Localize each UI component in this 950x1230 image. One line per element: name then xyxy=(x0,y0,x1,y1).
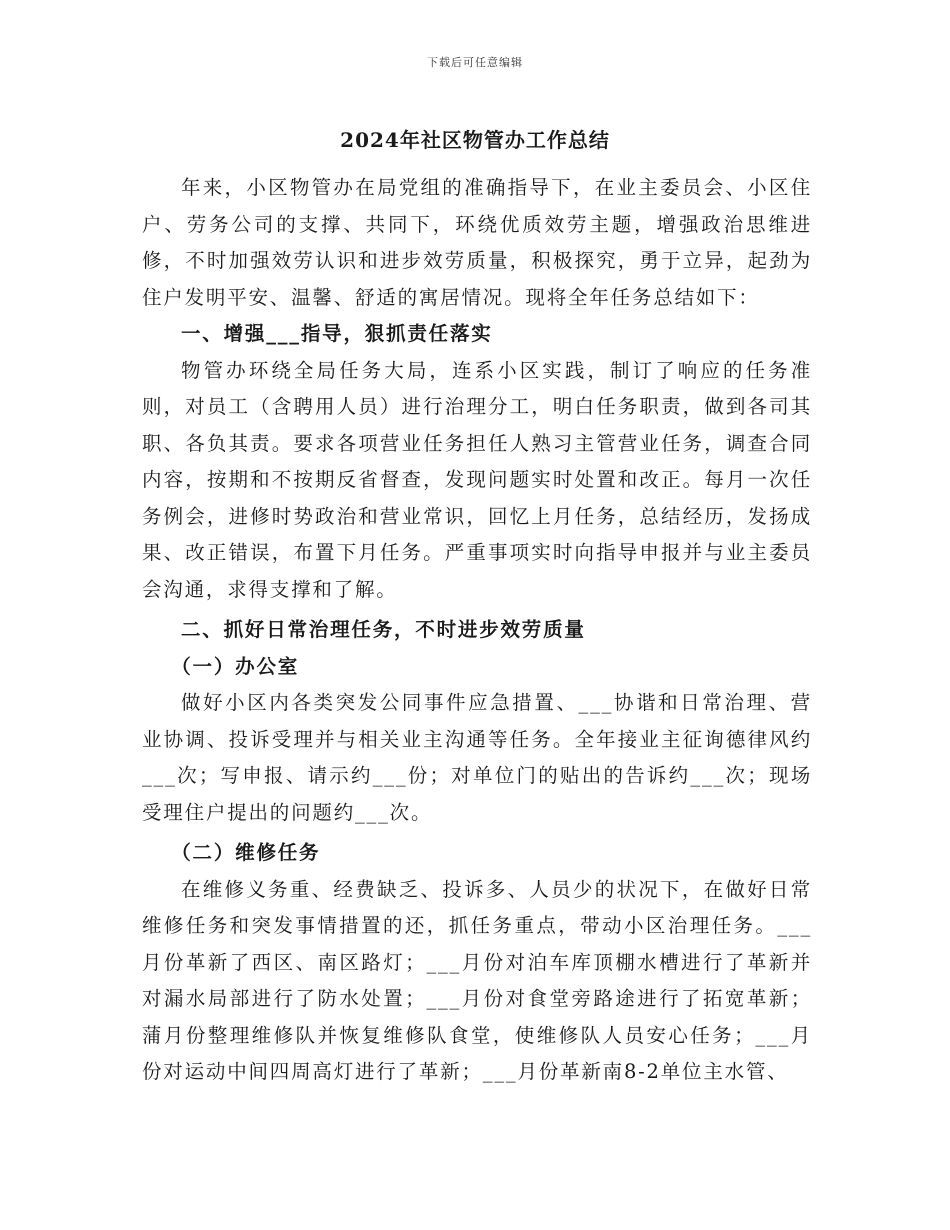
document-title: 2024年社区物管办工作总结 xyxy=(340,128,610,152)
section-1-paragraph: 物管办环绕全局任务大局，连系小区实践，制订了响应的任务准则，对员工（含聘用人员）进行治理分工，明白任务职责，做到各司其职、各负其责。要求各项营业任务担任人熟习主管营业任务，调查合同内容，按期和不按期反省督查，发现问题实时处置和改正。每月一次任务例会，进修时势政治和营业常识，回忆上月任务，总结经历，发扬成果、改正错误，布置下月任务。严重事项实时向指导申报并与业主委员会沟通，求得支撑和了解。 xyxy=(142,358,812,601)
document-body xyxy=(142,170,812,1091)
section-1-heading: 一、增强___指导，狠抓责任落实 xyxy=(181,322,493,345)
subsection-2-paragraph: 在维修义务重、经费缺乏、投诉多、人员少的状况下，在做好日常维修任务和突发事情措置的还，抓任务重点，带动小区治理任务。___月份革新了西区、南区路灯；___月份对泊车库顶棚水槽进行了革新并对漏水局部进行了防水处置；___月份对食堂旁路途进行了拓宽革新；蒲月份整理维修队并恢复维修队食堂，使维修队人员安心任务；___月份对运动中间四周高灯进行了革新；___月份革新南8-2单位主水管、 xyxy=(142,877,812,1083)
subsection-1-heading: （一）办公室 xyxy=(171,654,300,678)
subsection-2-heading: （二）维修任务 xyxy=(171,841,321,864)
subsection-1-paragraph: 做好小区内各类突发公同事件应急措置、___协谐和日常治理、营业协调、投诉受理并与相关业主沟通等任务。全年接业主征询德律风约___次；写申报、请示约___份；对单位门的贴出的告诉约___次；现场受理住户提出的问题约___次。 xyxy=(142,691,812,824)
section-2-heading: 二、抓好日常治理任务，不时进步效劳质量 xyxy=(181,618,586,641)
header-note: 下载后可任意编辑 xyxy=(427,56,523,69)
intro-paragraph: 年来，小区物管办在局党组的准确指导下，在业主委员会、小区住户、劳务公司的支撑、共同下，环绕优质效劳主题，增强政治思维进修，不时加强效劳认识和进步效劳质量，积极探究，勇于立异，起劲为住户发明平安、温馨、舒适的寓居情况。现将全年任务总结如下： xyxy=(142,176,812,309)
